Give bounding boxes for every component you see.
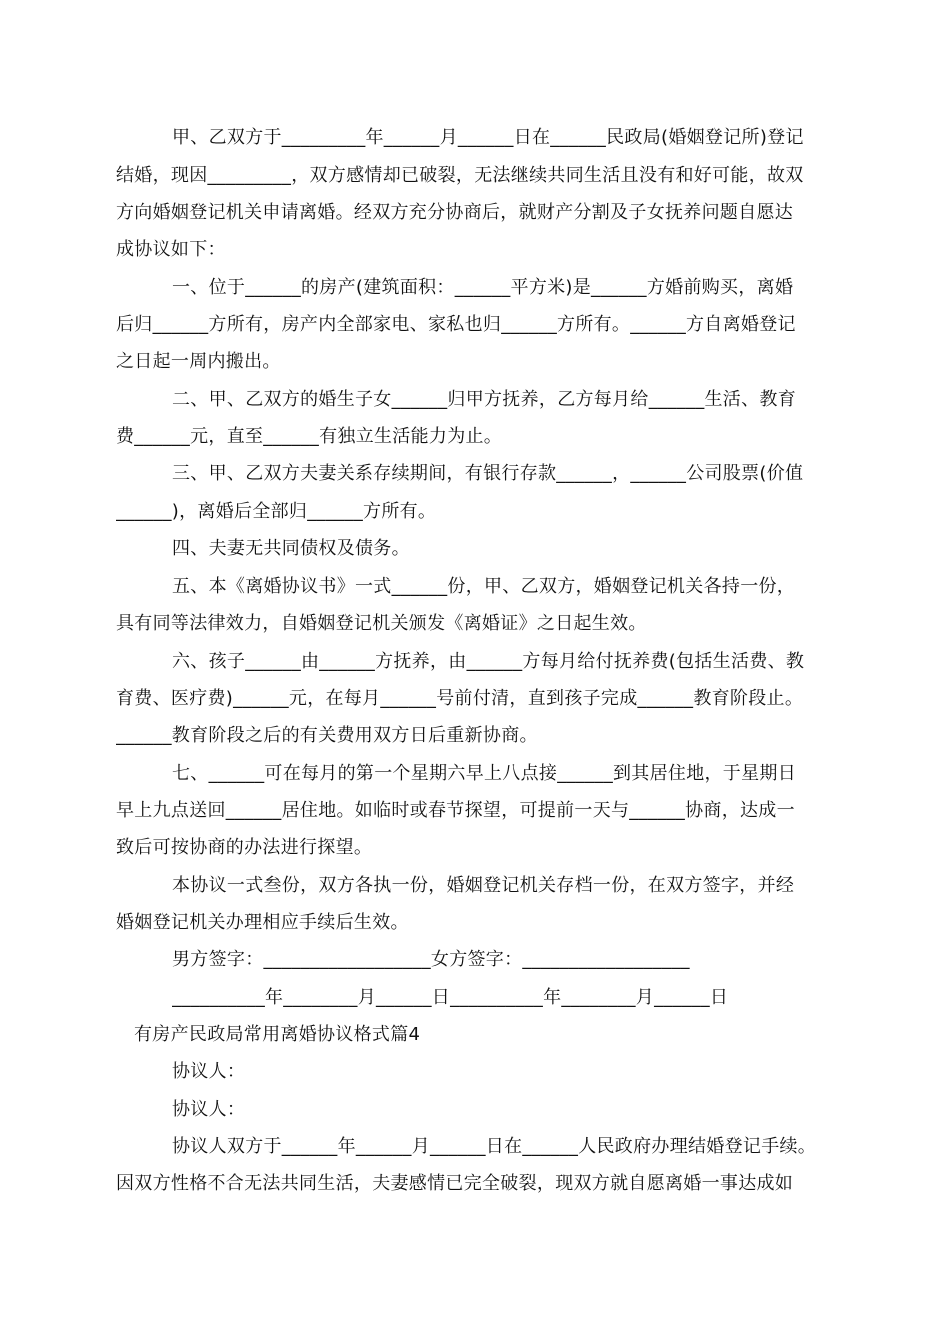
clause-7-line-1: 七、______可在每月的第一个星期六早上八点接______到其居住地，于星期日 bbox=[172, 763, 796, 784]
clause-1-line-2: 后归______方所有，房产内全部家电、家私也归______方所有。______方自离婚登记 bbox=[116, 314, 796, 335]
clause-3-line-2: ______)，离婚后全部归______方所有。 bbox=[116, 501, 437, 522]
clause-6-line-3: ______教育阶段之后的有关费用双方日后重新协商。 bbox=[116, 725, 538, 746]
clause-6-line-2: 育费、医疗费)______元，在每月______号前付清，直到孩子完成______教育阶段止。 bbox=[116, 688, 804, 709]
para-intro-line-3: 方向婚姻登记机关申请离婚。经双方充分协商后，就财产分割及子女抚养问题自愿达 bbox=[116, 202, 794, 223]
party-label-2: 协议人： bbox=[172, 1099, 246, 1120]
para-intro-line-4: 成协议如下： bbox=[116, 239, 226, 260]
clause-6-line-1: 六、孩子______由______方抚养，由______方每月给付抚养费(包括生活费、教 bbox=[172, 651, 805, 672]
clause-2-line-1: 二、甲、乙双方的婚生子女______归甲方抚养，乙方每月给______生活、教育 bbox=[172, 389, 796, 410]
closing-line-2: 婚姻登记机关办理相应手续后生效。 bbox=[116, 912, 409, 933]
agreement-line-2: 因双方性格不合无法共同生活，夫妻感情已完全破裂，现双方就自愿离婚一事达成如 bbox=[116, 1173, 794, 1194]
clause-5-line-2: 具有同等法律效力，自婚姻登记机关颁发《离婚证》之日起生效。 bbox=[116, 613, 647, 634]
party-label-1: 协议人： bbox=[172, 1061, 246, 1082]
section-heading: 有房产民政局常用离婚协议格式篇4 bbox=[134, 1024, 421, 1045]
para-intro-line-1: 甲、乙双方于_________年______月______日在______民政局(婚姻登记所)登记 bbox=[172, 127, 804, 148]
clause-1-line-1: 一、位于______的房产(建筑面积：______平方米)是______方婚前购买，离婚 bbox=[172, 277, 794, 298]
clause-4-line-1: 四、夫妻无共同债权及债务。 bbox=[172, 538, 410, 559]
signature-line: 男方签字：__________________女方签字：__________________ bbox=[172, 949, 690, 970]
clause-1-line-3: 之日起一周内搬出。 bbox=[116, 351, 281, 372]
agreement-line-1: 协议人双方于______年______月______日在______人民政府办理结婚登记手续。 bbox=[172, 1136, 817, 1157]
signature-date-line: __________年________月______日__________年________月______日 bbox=[172, 987, 729, 1008]
closing-line-1: 本协议一式叁份，双方各执一份，婚姻登记机关存档一份，在双方签字，并经 bbox=[172, 875, 795, 896]
clause-5-line-1: 五、本《离婚协议书》一式______份，甲、乙双方，婚姻登记机关各持一份， bbox=[172, 576, 796, 597]
clause-7-line-3: 致后可按协商的办法进行探望。 bbox=[116, 837, 373, 858]
clause-3-line-1: 三、甲、乙双方夫妻关系存续期间，有银行存款______，______公司股票(价值 bbox=[172, 463, 804, 484]
para-intro-line-2: 结婚，现因_________，双方感情却已破裂，无法继续共同生活且没有和好可能，故双 bbox=[116, 165, 804, 186]
clause-2-line-2: 费______元，直至______有独立生活能力为止。 bbox=[116, 426, 503, 447]
clause-7-line-2: 早上九点送回______居住地。如临时或春节探望，可提前一天与______协商，达成一 bbox=[116, 800, 795, 821]
